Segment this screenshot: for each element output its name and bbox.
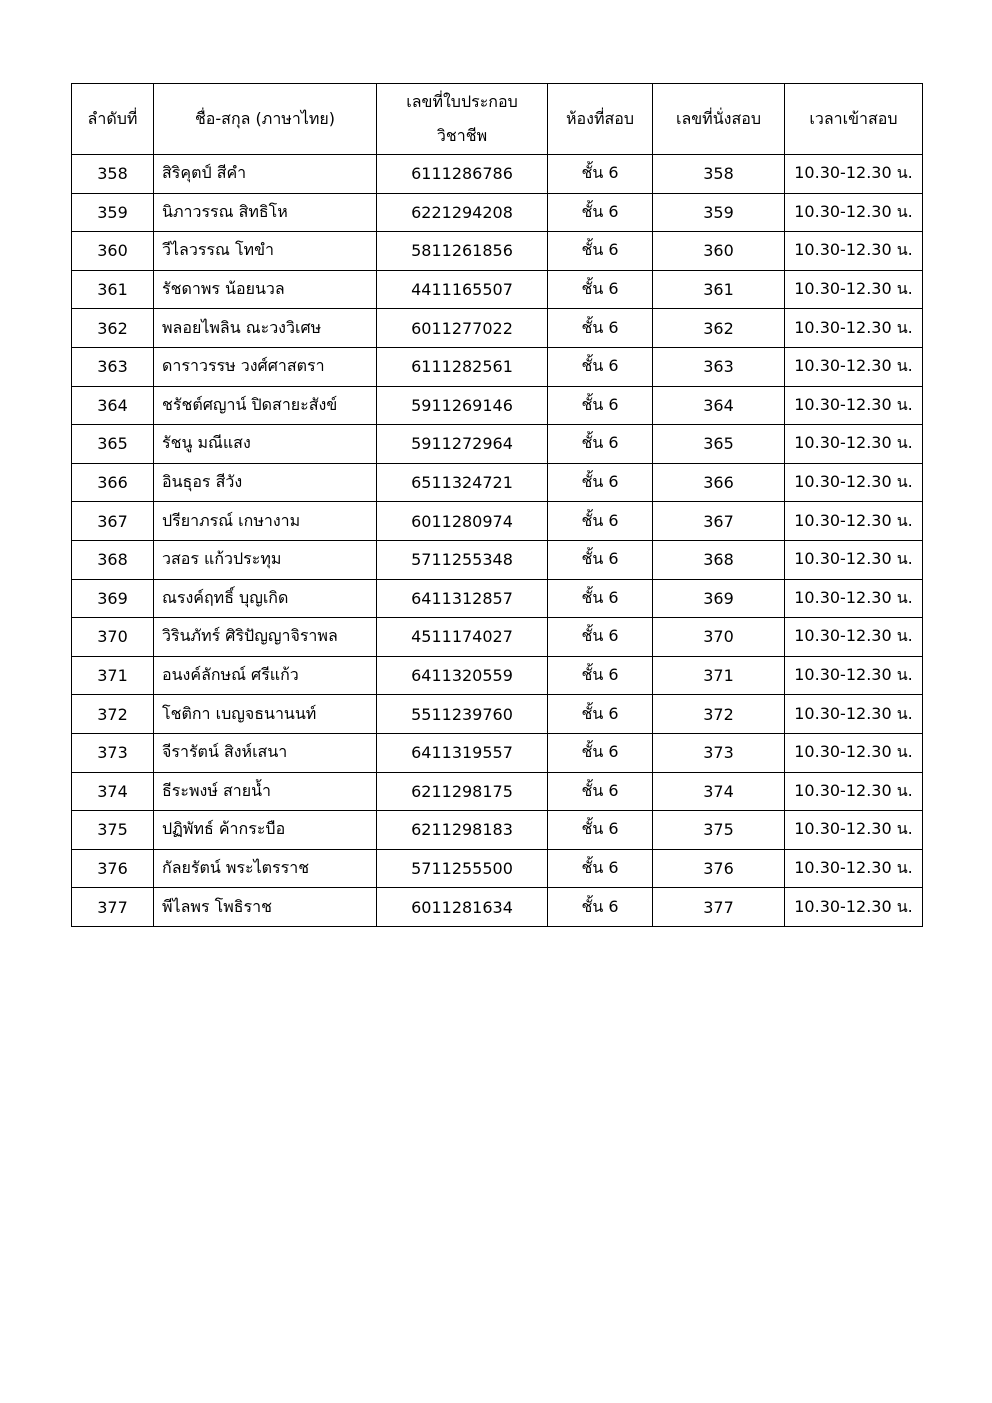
order-cell: 359 — [72, 193, 154, 232]
seat-cell: 372 — [653, 695, 785, 734]
order-cell: 364 — [72, 386, 154, 425]
order-cell: 373 — [72, 733, 154, 772]
order-cell: 363 — [72, 347, 154, 386]
name-cell: ชรัชต์ศญาน์ ปิดสายะสังข์ — [154, 386, 377, 425]
exam-schedule-table — [71, 83, 923, 927]
room-cell: ชั้น 6 — [548, 309, 653, 348]
table-row — [72, 232, 923, 271]
header-exam-time: เวลาเข้าสอบ — [785, 84, 923, 155]
header-exam-room: ห้องที่สอบ — [548, 84, 653, 155]
name-cell: ณรงค์ฤทธิ์ บุญเกิด — [154, 579, 377, 618]
seat-cell: 368 — [653, 540, 785, 579]
room-cell: ชั้น 6 — [548, 540, 653, 579]
header-order: ลำดับที่ — [72, 84, 154, 155]
name-cell: ปรียาภรณ์ เกษางาม — [154, 502, 377, 541]
name-cell: อินธุอร สีวัง — [154, 463, 377, 502]
license-cell: 6011281634 — [377, 888, 548, 927]
time-cell: 10.30-12.30 น. — [785, 811, 923, 850]
time-cell: 10.30-12.30 น. — [785, 502, 923, 541]
seat-cell: 373 — [653, 733, 785, 772]
seat-cell: 365 — [653, 425, 785, 464]
time-cell: 10.30-12.30 น. — [785, 656, 923, 695]
name-cell: พีไลพร โพธิราช — [154, 888, 377, 927]
time-cell: 10.30-12.30 น. — [785, 463, 923, 502]
time-cell: 10.30-12.30 น. — [785, 232, 923, 271]
order-cell: 365 — [72, 425, 154, 464]
license-cell: 5711255348 — [377, 540, 548, 579]
room-cell: ชั้น 6 — [548, 579, 653, 618]
table-row — [72, 618, 923, 657]
table-row — [72, 811, 923, 850]
time-cell: 10.30-12.30 น. — [785, 155, 923, 194]
table-row — [72, 772, 923, 811]
room-cell: ชั้น 6 — [548, 849, 653, 888]
name-cell: พลอยไพลิน ณะวงวิเศษ — [154, 309, 377, 348]
license-cell: 5911272964 — [377, 425, 548, 464]
room-cell: ชั้น 6 — [548, 155, 653, 194]
time-cell: 10.30-12.30 น. — [785, 579, 923, 618]
name-cell: อนงค์ลักษณ์ ศรีแก้ว — [154, 656, 377, 695]
table-row — [72, 888, 923, 927]
table-row — [72, 695, 923, 734]
room-cell: ชั้น 6 — [548, 733, 653, 772]
order-cell: 371 — [72, 656, 154, 695]
room-cell: ชั้น 6 — [548, 502, 653, 541]
room-cell: ชั้น 6 — [548, 695, 653, 734]
license-cell: 6221294208 — [377, 193, 548, 232]
license-cell: 6011280974 — [377, 502, 548, 541]
seat-cell: 376 — [653, 849, 785, 888]
name-cell: วีไลวรรณ โทขำ — [154, 232, 377, 271]
order-cell: 358 — [72, 155, 154, 194]
room-cell: ชั้น 6 — [548, 232, 653, 271]
order-cell: 370 — [72, 618, 154, 657]
time-cell: 10.30-12.30 น. — [785, 540, 923, 579]
time-cell: 10.30-12.30 น. — [785, 270, 923, 309]
table-row — [72, 579, 923, 618]
table-row — [72, 386, 923, 425]
order-cell: 366 — [72, 463, 154, 502]
room-cell: ชั้น 6 — [548, 425, 653, 464]
seat-cell: 370 — [653, 618, 785, 657]
room-cell: ชั้น 6 — [548, 386, 653, 425]
license-cell: 6111286786 — [377, 155, 548, 194]
license-cell: 6211298175 — [377, 772, 548, 811]
license-cell: 6511324721 — [377, 463, 548, 502]
table-row — [72, 733, 923, 772]
name-cell: วสอร แก้วประทุม — [154, 540, 377, 579]
name-cell: สิริคุตป์ สีคำ — [154, 155, 377, 194]
table-row — [72, 193, 923, 232]
name-cell: จีรารัตน์ สิงห์เสนา — [154, 733, 377, 772]
seat-cell: 377 — [653, 888, 785, 927]
room-cell: ชั้น 6 — [548, 772, 653, 811]
header-full-name: ชื่อ-สกุล (ภาษาไทย) — [154, 84, 377, 155]
seat-cell: 361 — [653, 270, 785, 309]
time-cell: 10.30-12.30 น. — [785, 309, 923, 348]
seat-cell: 363 — [653, 347, 785, 386]
time-cell: 10.30-12.30 น. — [785, 347, 923, 386]
license-cell: 6411320559 — [377, 656, 548, 695]
order-cell: 375 — [72, 811, 154, 850]
time-cell: 10.30-12.30 น. — [785, 618, 923, 657]
license-cell: 6111282561 — [377, 347, 548, 386]
license-cell: 4411165507 — [377, 270, 548, 309]
room-cell: ชั้น 6 — [548, 811, 653, 850]
header-seat-number: เลขที่นั่งสอบ — [653, 84, 785, 155]
time-cell: 10.30-12.30 น. — [785, 386, 923, 425]
time-cell: 10.30-12.30 น. — [785, 888, 923, 927]
seat-cell: 358 — [653, 155, 785, 194]
order-cell: 367 — [72, 502, 154, 541]
time-cell: 10.30-12.30 น. — [785, 695, 923, 734]
time-cell: 10.30-12.30 น. — [785, 193, 923, 232]
license-cell: 6411312857 — [377, 579, 548, 618]
room-cell: ชั้น 6 — [548, 347, 653, 386]
table-row — [72, 347, 923, 386]
license-cell: 4511174027 — [377, 618, 548, 657]
seat-cell: 359 — [653, 193, 785, 232]
seat-cell: 369 — [653, 579, 785, 618]
order-cell: 374 — [72, 772, 154, 811]
table-row — [72, 540, 923, 579]
time-cell: 10.30-12.30 น. — [785, 425, 923, 464]
name-cell: โชติกา เบญจธนานนท์ — [154, 695, 377, 734]
table-row — [72, 463, 923, 502]
room-cell: ชั้น 6 — [548, 270, 653, 309]
name-cell: ธีระพงษ์ สายน้ำ — [154, 772, 377, 811]
table-row — [72, 502, 923, 541]
table-row — [72, 849, 923, 888]
license-cell: 6211298183 — [377, 811, 548, 850]
time-cell: 10.30-12.30 น. — [785, 849, 923, 888]
seat-cell: 366 — [653, 463, 785, 502]
table-row — [72, 270, 923, 309]
seat-cell: 371 — [653, 656, 785, 695]
room-cell: ชั้น 6 — [548, 618, 653, 657]
name-cell: กัลยรัตน์ พระไตรราช — [154, 849, 377, 888]
license-cell: 6411319557 — [377, 733, 548, 772]
seat-cell: 362 — [653, 309, 785, 348]
seat-cell: 374 — [653, 772, 785, 811]
order-cell: 377 — [72, 888, 154, 927]
seat-cell: 360 — [653, 232, 785, 271]
name-cell: ปฏิพัทธ์ ค้ากระบือ — [154, 811, 377, 850]
room-cell: ชั้น 6 — [548, 656, 653, 695]
table-row — [72, 309, 923, 348]
license-cell: 5511239760 — [377, 695, 548, 734]
room-cell: ชั้น 6 — [548, 463, 653, 502]
order-cell: 361 — [72, 270, 154, 309]
license-cell: 5811261856 — [377, 232, 548, 271]
name-cell: รัชนู มณีแสง — [154, 425, 377, 464]
name-cell: นิภาวรรณ สิทธิโห — [154, 193, 377, 232]
room-cell: ชั้น 6 — [548, 888, 653, 927]
name-cell: ดาราวรรษ วงศ์ศาสตรา — [154, 347, 377, 386]
order-cell: 372 — [72, 695, 154, 734]
time-cell: 10.30-12.30 น. — [785, 733, 923, 772]
time-cell: 10.30-12.30 น. — [785, 772, 923, 811]
license-cell: 6011277022 — [377, 309, 548, 348]
name-cell: รัชดาพร น้อยนวล — [154, 270, 377, 309]
order-cell: 376 — [72, 849, 154, 888]
table-header-row — [72, 84, 923, 155]
seat-cell: 367 — [653, 502, 785, 541]
room-cell: ชั้น 6 — [548, 193, 653, 232]
order-cell: 362 — [72, 309, 154, 348]
table-row — [72, 425, 923, 464]
seat-cell: 364 — [653, 386, 785, 425]
name-cell: วิรินภัทร์ ศิริปัญญาจิราพล — [154, 618, 377, 657]
order-cell: 369 — [72, 579, 154, 618]
license-cell: 5711255500 — [377, 849, 548, 888]
table-row — [72, 656, 923, 695]
seat-cell: 375 — [653, 811, 785, 850]
license-cell: 5911269146 — [377, 386, 548, 425]
order-cell: 360 — [72, 232, 154, 271]
table-row — [72, 155, 923, 194]
header-license-number: เลขที่ใบประกอบ วิชาชีพ — [377, 84, 548, 155]
order-cell: 368 — [72, 540, 154, 579]
